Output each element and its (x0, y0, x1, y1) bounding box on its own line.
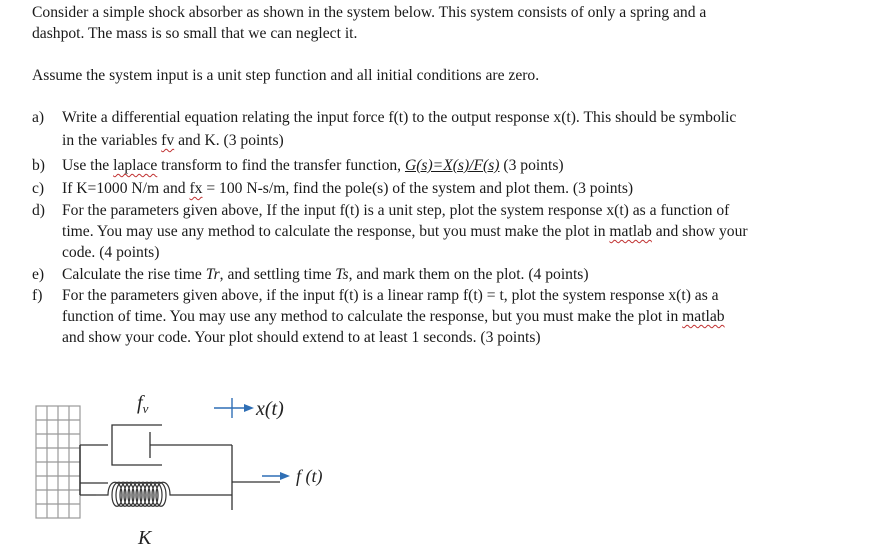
spring (96, 482, 232, 506)
question-e-label: e) (32, 266, 45, 283)
dashpot (80, 425, 232, 495)
rise-time-symbol: Tr (205, 266, 220, 283)
assumption-text: Assume the system input is a unit step function and all initial conditions are zero. (32, 67, 540, 84)
displacement-arrow (214, 398, 254, 418)
question-c-text: If K=1000 N/m and fx = 100 N-s/m, find the pole(s) of the system and plot them. (3 points) (62, 180, 634, 197)
matlab-word: matlab (609, 223, 652, 240)
intro-line-2: dashpot. The mass is so small that we can neglect it. (32, 25, 358, 42)
laplace-word: laplace (113, 157, 158, 174)
fv-symbol: fv (161, 132, 175, 149)
k-label: K (138, 527, 152, 549)
fv-label: $f_v$ (137, 392, 149, 416)
question-f-label: f) (32, 287, 43, 304)
question-b-label: b) (32, 157, 45, 174)
question-a-line-1: Write a differential equation relating the input force f(t) to the output response x(t). This should be symbolic (62, 109, 737, 126)
fx-symbol: fx (189, 180, 203, 197)
intro-line-1: Consider a simple shock absorber as shown in the system below. This system consists of only a spring and a (32, 4, 707, 21)
shock-absorber-diagram (0, 370, 420, 556)
question-b-text: Use the laplace transform to find the transfer function, G(s)=X(s)/F(s) (3 points) (62, 157, 564, 174)
force-arrow (262, 472, 290, 480)
question-a-label: a) (32, 109, 45, 126)
question-f-line-3: and show your code. Your plot should extend to at least 1 seconds. (3 points) (62, 329, 541, 346)
f-label: f (t) (296, 466, 323, 486)
transfer-function: G(s)=X(s)/F(s) (404, 157, 500, 174)
matlab-word-2: matlab (682, 308, 725, 325)
wall-ground (36, 406, 80, 518)
x-label: x(t) (256, 398, 284, 420)
question-f-line-1: For the parameters given above, if the input f(t) is a linear ramp f(t) = t, plot the system response x(t) as a (62, 287, 719, 304)
question-c-label: c) (32, 180, 45, 197)
question-a-line-2: in the variables fv and K. (3 points) (62, 132, 284, 149)
question-f-line-2: function of time. You may use any method to calculate the response, but you must make the plot in matlab (62, 308, 725, 325)
question-d-line-1: For the parameters given above, If the input f(t) is a unit step, plot the system response x(t) as a function of (62, 202, 730, 219)
question-d-label: d) (32, 202, 45, 219)
question-d-line-2: time. You may use any method to calculate the response, but you must make the plot in matlab and show your (62, 223, 748, 240)
settling-time-symbol: Ts (335, 266, 349, 283)
question-e-text: Calculate the rise time Tr, and settling time Ts, and mark them on the plot. (4 points) (62, 266, 589, 283)
question-d-line-3: code. (4 points) (62, 244, 160, 261)
